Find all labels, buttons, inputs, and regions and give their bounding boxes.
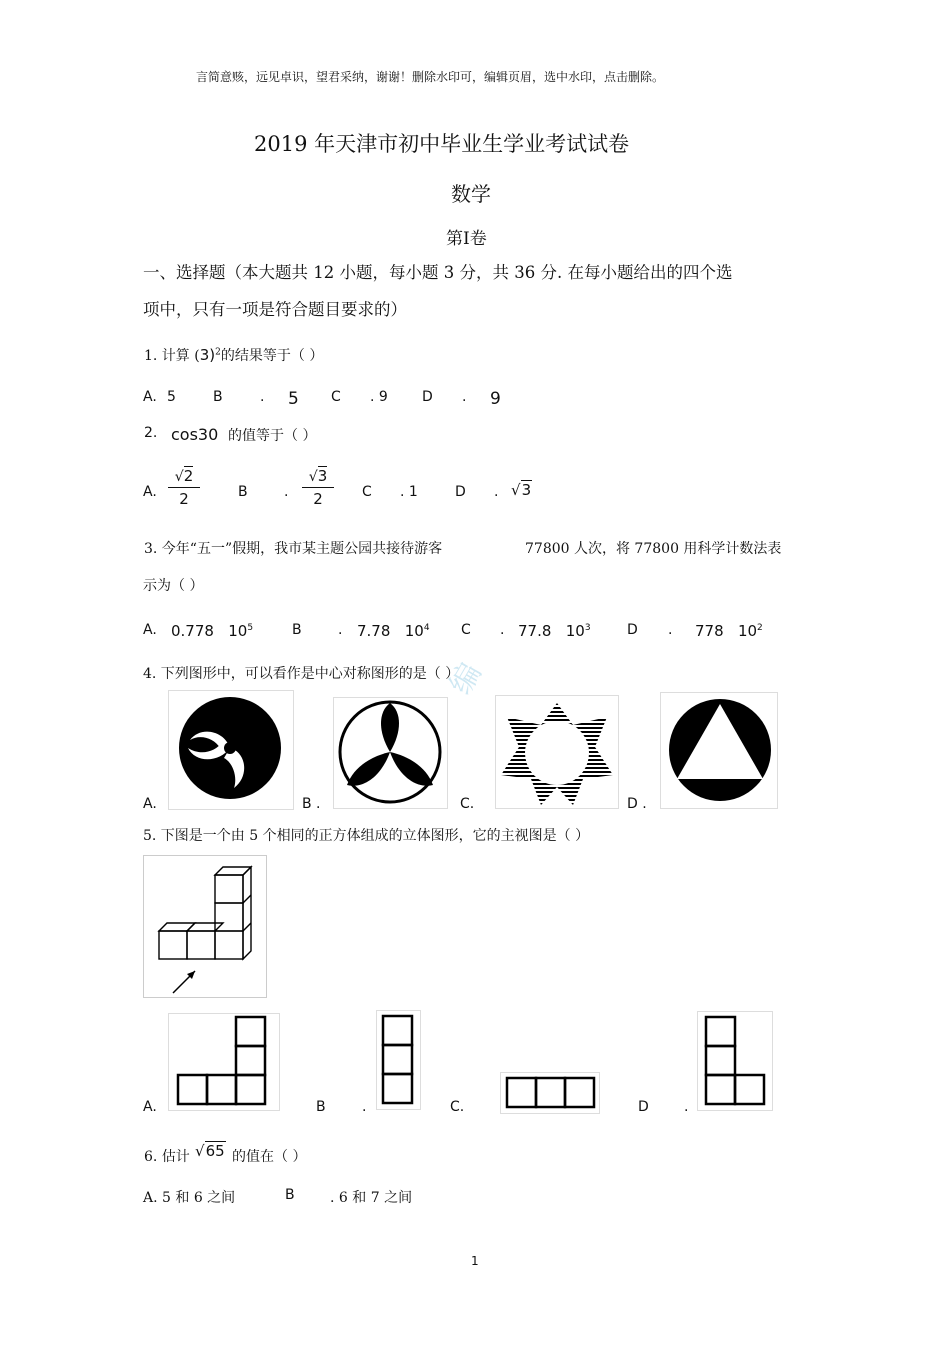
q5-figure-c	[500, 1072, 600, 1114]
q3-option-a-exp: 5	[247, 623, 254, 633]
q1-option-c: . 9	[370, 389, 388, 405]
q3-option-b-exp: 4	[423, 623, 430, 633]
q3-option-b-label: B	[292, 622, 302, 638]
q1-option-d-dot: .	[462, 389, 467, 405]
q3-line-2: 示为（ ）	[143, 578, 204, 594]
q2-option-b-num: 3	[317, 467, 328, 485]
q6-option-b-label: B	[285, 1187, 295, 1203]
q2-option-a-label: A.	[143, 484, 157, 500]
page-number: 1	[471, 1254, 479, 1268]
q2-option-c-label: C	[362, 484, 372, 500]
q2-prefix: 2.	[144, 425, 158, 441]
q4-option-b-label: B .	[302, 796, 321, 812]
q1-exp: 2	[215, 347, 221, 358]
q3-option-d	[695, 622, 763, 640]
q3-option-d-exp: 2	[757, 623, 763, 633]
q2-option-a-fraction: √2 2	[168, 467, 200, 508]
q2-option-d-radicand: 3	[521, 481, 532, 499]
q1-base: 3)	[199, 346, 216, 364]
q3-option-c-coef: 77.8	[518, 622, 552, 640]
q3-option-a-base: 10	[228, 622, 248, 640]
q5-option-d-label: D	[638, 1099, 649, 1115]
q2-expr: cos30	[171, 425, 219, 444]
q3-option-c-dot: .	[500, 622, 505, 638]
q4-option-d-label: D .	[627, 796, 647, 812]
q3-option-b-base: 10	[404, 622, 424, 640]
q6-radicand: 65	[205, 1142, 225, 1160]
q5-option-d-dot: .	[684, 1099, 689, 1115]
q6-option-a: A. 5 和 6 之间	[143, 1190, 236, 1206]
q2-option-a-num: 2	[183, 467, 194, 485]
q5-prompt: 5. 下图是一个由 5 个相同的正方体组成的立体图形，它的主视图是（ ）	[143, 828, 590, 844]
q2-option-a-den: 2	[179, 490, 189, 508]
q4-option-a-label: A.	[143, 796, 157, 812]
q6-sqrt: √65	[195, 1142, 225, 1160]
q2-option-d-label: D	[455, 484, 466, 500]
q4-option-c-label: C.	[460, 796, 475, 812]
q2-suffix: 的值等于（ ）	[228, 428, 317, 444]
q3-option-b-dot: .	[338, 622, 343, 638]
q2-option-d-sqrt: √3	[511, 481, 532, 499]
q3-option-c	[518, 622, 591, 640]
q4-prompt: 4. 下列图形中，可以看作是中心对称图形的是（ ）	[143, 666, 460, 682]
q5-option-b-dot: .	[362, 1099, 367, 1115]
q3-option-c-label: C	[461, 622, 471, 638]
section-line-1: 一、选择题（本大题共 12 小题，每小题 3 分，共 36 分. 在每小题给出的四个选	[143, 263, 733, 282]
q4-figure-b	[333, 697, 448, 809]
q1-option-a: 5	[167, 389, 176, 405]
watermark: 编	[443, 657, 489, 701]
q1-option-b-label: B	[213, 389, 223, 405]
q2-option-b-fraction: √3 2	[302, 467, 334, 508]
q4-figure-a	[168, 690, 294, 810]
q1-prompt	[144, 345, 323, 365]
q3-option-c-base: 10	[565, 622, 585, 640]
q1-option-b-dot: .	[260, 389, 265, 405]
q5-option-a-label: A.	[143, 1099, 157, 1115]
q2-option-b-dot: .	[284, 484, 289, 500]
section-line-2: 项中，只有一项是符合题目要求的）	[143, 300, 407, 319]
q3-line-1b: 77800 人次，将 77800 用科学计数法表	[525, 541, 782, 557]
q2-option-b-label: B	[238, 484, 248, 500]
q1-option-d-label: D	[422, 389, 433, 405]
q3-option-d-coef: 778	[695, 622, 724, 640]
q1-option-a-label: A.	[143, 389, 157, 405]
q5-figure-a	[168, 1013, 280, 1111]
q2-option-b-den: 2	[313, 490, 323, 508]
q6-option-b: . 6 和 7 之间	[330, 1190, 413, 1206]
q3-option-a-label: A.	[143, 622, 157, 638]
q5-option-b-label: B	[316, 1099, 326, 1115]
exam-title: 2019 年天津市初中毕业生学业考试试卷	[254, 132, 630, 156]
q3-option-a	[171, 622, 253, 640]
q3-option-d-base: 10	[737, 622, 758, 640]
q4-figure-c	[495, 695, 619, 809]
q5-figure-b	[376, 1010, 421, 1110]
q5-option-c-label: C.	[450, 1099, 465, 1115]
q3-option-d-label: D	[627, 622, 638, 638]
header-notice: 言简意赅，远见卓识，望君采纳，谢谢！删除水印可，编辑页眉，选中水印，点击删除。	[196, 70, 665, 84]
q6-prefix: 6. 估计	[144, 1149, 190, 1165]
q1-option-b: 5	[288, 389, 299, 409]
q1-option-d: 9	[490, 389, 501, 409]
q2-option-d-dot: .	[494, 484, 499, 500]
subject-title: 数学	[451, 182, 491, 206]
q5-figure-d	[697, 1011, 773, 1111]
q3-option-b-coef: 7.78	[357, 622, 391, 640]
q3-option-b	[357, 622, 430, 640]
q3-line-1a: 3. 今年“五一”假期，我市某主题公园共接待游客	[144, 541, 443, 557]
q1-suffix: 的结果等于（ ）	[220, 348, 324, 364]
q2-option-c: . 1	[400, 484, 418, 500]
q3-option-c-exp: 3	[584, 623, 591, 633]
q4-figure-d	[660, 692, 778, 809]
q5-solid-figure	[143, 855, 267, 998]
q1-option-c-label: C	[331, 389, 341, 405]
q3-option-d-dot: .	[668, 622, 673, 638]
q6-suffix: 的值在（ ）	[232, 1149, 307, 1165]
volume-label: 第Ⅰ卷	[446, 229, 487, 249]
q3-option-a-coef: 0.778	[171, 622, 214, 640]
q1-prefix: 1. 计算 (	[144, 348, 200, 364]
